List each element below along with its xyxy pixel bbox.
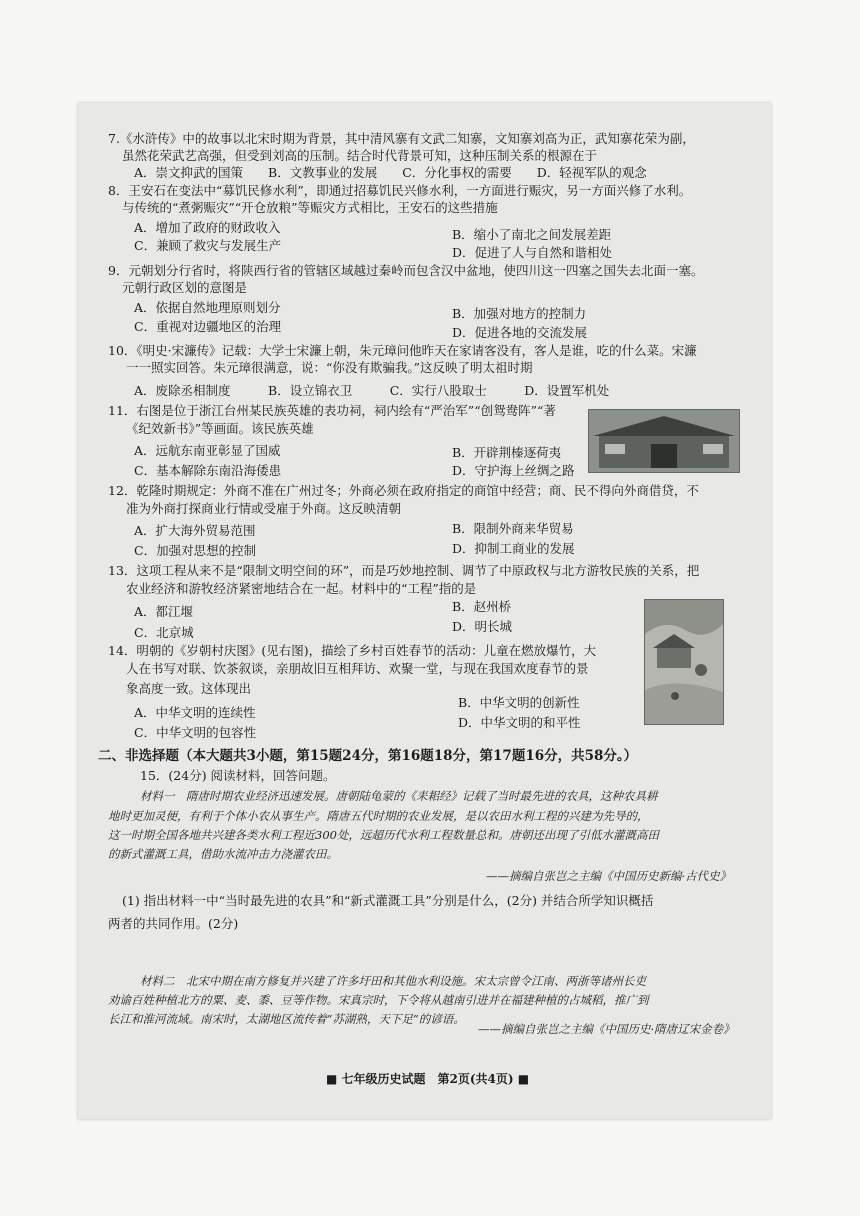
text-line: B．缩小了南北之间发展差距: [452, 227, 612, 242]
text-line: 材料二 北宋中期在南方修复并兴建了许多圩田和其他水利设施。宋太宗曾令江南、两浙等诸州长吏: [140, 974, 646, 988]
text-line: 9．元朝划分行省时，将陕西行省的管辖区域越过秦岭而包含汉中盆地，使四川这一四塞之国失去北面一塞。: [108, 263, 704, 278]
painting-illustration: [645, 600, 723, 724]
text-line: A．废除丞相制度 B．设立锦衣卫 C．实行八股取士 D．设置军机处: [134, 383, 610, 398]
text-line: C．基本解除东南沿海倭患: [134, 463, 282, 478]
text-line: 12．乾隆时期规定：外商不准在广州过冬；外商必须在政府指定的商馆中经营；商、民不得向外商借贷，不: [108, 483, 699, 498]
text-line: 与传统的“煮粥赈灾”“开仓放粮”等赈灾方式相比，王安石的这些措施: [122, 200, 498, 215]
text-line: 准为外商打探商业行情或受雇于外商。这反映清朝: [126, 501, 402, 516]
text-line: ——摘编自张岂之主编《中国历史新编·古代史》: [486, 869, 732, 883]
text-line: D．明长城: [452, 619, 513, 634]
text-line: 人在书写对联、饮茶叙谈，亲朋故旧互相拜访、欢聚一堂，与现在我国欢度春节的景: [126, 661, 589, 676]
text-line: A．都江堰: [134, 604, 194, 619]
text-line: B．开辟荆榛逐荷夷: [452, 445, 562, 460]
text-line: 农业经济和游牧经济紧密地结合在一起。材料中的“工程”指的是: [126, 581, 477, 596]
village-festival-painting: [644, 599, 724, 725]
text-line: 两者的共同作用。(2分): [108, 916, 239, 931]
text-line: A．远航东南亚彰显了国威: [134, 443, 281, 458]
text-line: 劝谕百姓种植北方的粟、麦、黍、豆等作物。宋真宗时，下令将从越南引进并在福建种植的占城稻，推广到: [108, 993, 649, 1007]
text-line: D．守护海上丝绸之路: [452, 463, 575, 478]
text-line: 14．明朝的《岁朝村庆图》(见右图)，描绘了乡村百姓春节的活动：儿童在燃放爆竹，大: [108, 643, 597, 658]
text-line: 8．王安石在变法中“募饥民修水利”，即通过招募饥民兴修水利，一方面进行赈灾，另一方面兴修了水利。: [108, 183, 692, 198]
text-line: A．扩大海外贸易范围: [134, 523, 256, 538]
text-line: C．中华文明的包容性: [134, 725, 257, 740]
text-line: D．中华文明的和平性: [458, 715, 581, 730]
text-line: 二、非选择题（本大题共3小题，第15题24分，第16题18分，第17题16分，共58分。）: [98, 748, 638, 764]
text-line: C．加强对思想的控制: [134, 543, 257, 558]
text-line: C．北京城: [134, 625, 194, 640]
text-line: B．中华文明的创新性: [458, 695, 580, 710]
text-line: ——摘编自张岂之主编《中国历史·隋唐辽宋金卷》: [478, 1022, 735, 1036]
memorial-hall-photo: [588, 409, 740, 473]
text-line: 的新式灌溉工具，借助水流冲击力浇灌农田。: [108, 847, 338, 861]
text-line: 象高度一致。这体现出: [126, 681, 252, 696]
text-line: 长江和淮河流域。南宋时，太湖地区流传着“苏湖熟，天下足”的谚语。: [108, 1012, 465, 1026]
text-line: A．依据自然地理原则划分: [134, 300, 281, 315]
text-line: D．抑制工商业的发展: [452, 541, 575, 556]
text-line: A．崇文抑武的国策 B．文教事业的发展 C．分化事权的需要 D．轻视军队的观念: [134, 165, 647, 180]
text-line: C．重视对边疆地区的治理: [134, 319, 282, 334]
text-line: 虽然花荣武艺高强，但受到刘高的压制。结合时代背景可知，这种压制关系的根源在于: [122, 148, 598, 163]
text-line: (1) 指出材料一中“当时最先进的农具”和“新式灌溉工具”分别是什么，(2分) 并结合所学知识概括: [122, 893, 654, 908]
text-line: 11．右图是位于浙江台州某民族英雄的表功祠，祠内绘有“严治军”“创鸳鸯阵”“著: [108, 403, 556, 418]
text-line: B．限制外商来华贸易: [452, 521, 574, 536]
text-line: 10．《明史·宋濂传》记载：大学士宋濂上朝，朱元璋问他昨天在家请客没有，客人是谁，吃的什么菜。宋濂: [108, 343, 697, 358]
text-line: 《纪效新书》”等画面。该民族英雄: [126, 421, 314, 436]
text-line: ■ 七年级历史试题 第2页(共4页) ■: [326, 1072, 530, 1086]
text-line: B．赵州桥: [452, 599, 512, 614]
text-line: D．促进了人与自然和谐相处: [452, 245, 613, 260]
text-line: 15．(24分) 阅读材料，回答问题。: [140, 768, 336, 783]
text-line: 13．这项工程从来不是“限制文明空间的环”，而是巧妙地控制、调节了中原政权与北方游牧民族的关系，把: [108, 563, 700, 578]
text-line: 7.《水浒传》中的故事以北宋时期为背景，其中清风寨有文武二知寨，文知寨刘高为正，武知寨花荣为副，: [108, 131, 695, 146]
text-line: 材料一 隋唐时期农业经济迅速发展。唐朝陆龟蒙的《耒耜经》记载了当时最先进的农具，这种农具耕: [140, 789, 658, 803]
text-line: A．增加了政府的财政收入: [134, 220, 281, 235]
text-line: D．促进各地的交流发展: [452, 325, 588, 340]
text-line: C．兼顾了救灾与发展生产: [134, 238, 282, 253]
text-line: B．加强对地方的控制力: [452, 306, 587, 321]
text-line: 元朝行政区划的意图是: [122, 280, 248, 295]
text-line: 这一时期全国各地共兴建各类水利工程近300处，远超历代水利工程数量总和。唐朝还出现了引低水灌溉高田: [108, 828, 659, 842]
memorial-hall-illustration: [589, 410, 739, 472]
text-line: A．中华文明的连续性: [134, 705, 256, 720]
text-line: 一一照实回答。朱元璋很满意，说：“你没有欺骗我。”这反映了明太祖时期: [126, 360, 533, 375]
text-line: 地时更加灵便，有利于个体小农从事生产。隋唐五代时期的农业发展，是以农田水利工程的兴建为先导的，: [108, 809, 649, 823]
exam-paper: [78, 103, 771, 1119]
